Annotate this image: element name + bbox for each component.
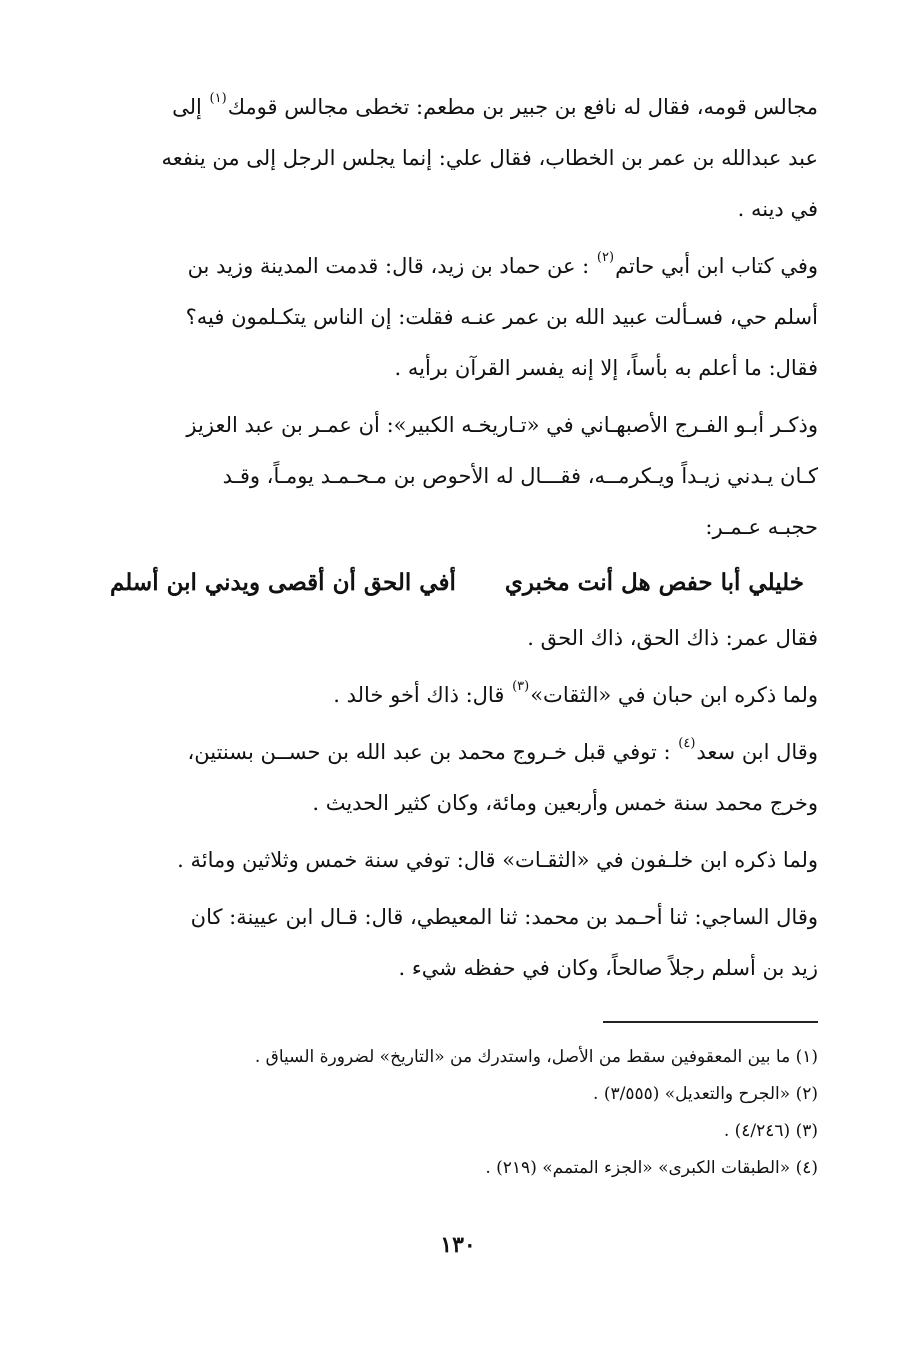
line-text: فقال: ما أعلم به بأساً، إلا إنه يفسر القرآن برأيه . bbox=[394, 356, 818, 380]
footnote-reference: (١) bbox=[209, 91, 227, 107]
line-text: كـان يـدني زيـداً ويـكرمــه، فقـــال له الأحوص بن مـحـمـد يومـاً، وقـد bbox=[222, 464, 818, 488]
text-line bbox=[86, 292, 818, 343]
main-text-bottom bbox=[86, 613, 818, 994]
text-line bbox=[86, 943, 818, 994]
text-line bbox=[86, 835, 818, 886]
line-text: حجبـه عـمـر: bbox=[705, 515, 818, 539]
line-text: وفي كتاب ابن أبي حاتم bbox=[615, 254, 818, 278]
text-line bbox=[86, 133, 818, 184]
text-line bbox=[86, 613, 818, 664]
line-text: ولما ذكره ابن حبان في «الثقات» bbox=[530, 683, 818, 707]
text-line bbox=[86, 670, 818, 721]
body-paragraph bbox=[86, 82, 818, 235]
body-paragraph bbox=[86, 727, 818, 829]
line-text: في دينه . bbox=[737, 197, 818, 221]
line-text: وقال الساجي: ثنا أحـمد بن محمد: ثنا المعيطي، قال: قـال ابن عيينة: كان bbox=[190, 905, 818, 929]
line-text-continued: : عن حماد بن زيد، قال: قدمت المدينة وزيد بن bbox=[187, 254, 596, 278]
line-text: ولما ذكره ابن خلـفون في «الثقـات» قال: توفي سنة خمس وثلاثين ومائة . bbox=[177, 848, 818, 872]
main-text-top bbox=[86, 82, 818, 553]
line-text: مجالس قومه، فقال له نافع بن جبير بن مطعم: تخطى مجالس قومك bbox=[227, 95, 818, 119]
body-paragraph bbox=[86, 892, 818, 994]
footnote-4: (٤) «الطبقات الكبرى» «الجزء المتمم» (٢١٩) . bbox=[485, 1158, 818, 1178]
footnote-reference: (٢) bbox=[596, 250, 615, 266]
body-paragraph bbox=[86, 241, 818, 394]
footnotes bbox=[86, 1039, 818, 1187]
line-text: زيد بن أسلم رجلاً صالحاً، وكان في حفظه شيء . bbox=[398, 956, 818, 980]
line-text-continued: إلى bbox=[172, 95, 209, 119]
text-line bbox=[86, 502, 818, 553]
line-text: أسلم حي، فسـألت عبيد الله بن عمر عنـه فقلت: إن الناس يتكـلمون فيه؟ bbox=[185, 305, 818, 329]
text-line bbox=[86, 400, 818, 451]
text-line bbox=[86, 82, 818, 133]
line-text: وخرج محمد سنة خمس وأربعين ومائة، وكان كثير الحديث . bbox=[312, 791, 818, 815]
line-text-continued: : توفي قبل خـروج محمد بن عبد الله بن حســن بسنتين، bbox=[187, 740, 678, 764]
poetry-verse bbox=[110, 559, 804, 607]
book-page bbox=[86, 82, 818, 1322]
page-number: ١٣٠ bbox=[440, 1232, 476, 1258]
text-line bbox=[86, 343, 818, 394]
text-line bbox=[86, 727, 818, 778]
footnote-reference: (٣) bbox=[512, 679, 530, 695]
body-paragraph bbox=[86, 835, 818, 886]
verse-second-hemistich: أفي الحق أن أقصى ويدني ابن أسلم bbox=[110, 569, 456, 596]
text-line bbox=[86, 451, 818, 502]
footnote-2: (٢) «الجرح والتعديل» (٣/٥٥٥) . bbox=[593, 1084, 818, 1104]
footnote-reference: (٤) bbox=[678, 736, 696, 752]
body-paragraph bbox=[86, 400, 818, 553]
line-text: فقال عمر: ذاك الحق، ذاك الحق . bbox=[527, 626, 818, 650]
footnote-3: (٣) (٤/٢٤٦) . bbox=[723, 1121, 818, 1141]
text-line bbox=[86, 892, 818, 943]
text-line bbox=[86, 184, 818, 235]
line-text: وذكـر أبـو الفـرج الأصبهـاني في «تـاريخـه الكبير»: أن عمـر بن عبد العزيز bbox=[186, 413, 818, 437]
line-text: عبد عبدالله بن عمر بن الخطاب، فقال علي: إنما يجلس الرجل إلى من ينفعه bbox=[161, 146, 818, 170]
body-paragraph bbox=[86, 670, 818, 721]
body-paragraph bbox=[86, 613, 818, 664]
footnote-1: (١) ما بين المعقوفين سقط من الأصل، واستدرك من «التاريخ» لضرورة السياق . bbox=[254, 1047, 818, 1067]
text-line bbox=[86, 241, 818, 292]
footnote-separator bbox=[603, 1021, 818, 1023]
line-text: وقال ابن سعد bbox=[696, 740, 818, 764]
verse-first-hemistich: خليلي أبا حفص هل أنت مخبري bbox=[504, 569, 804, 596]
line-text-continued: قال: ذاك أخو خالد . bbox=[333, 683, 512, 707]
text-line bbox=[86, 778, 818, 829]
